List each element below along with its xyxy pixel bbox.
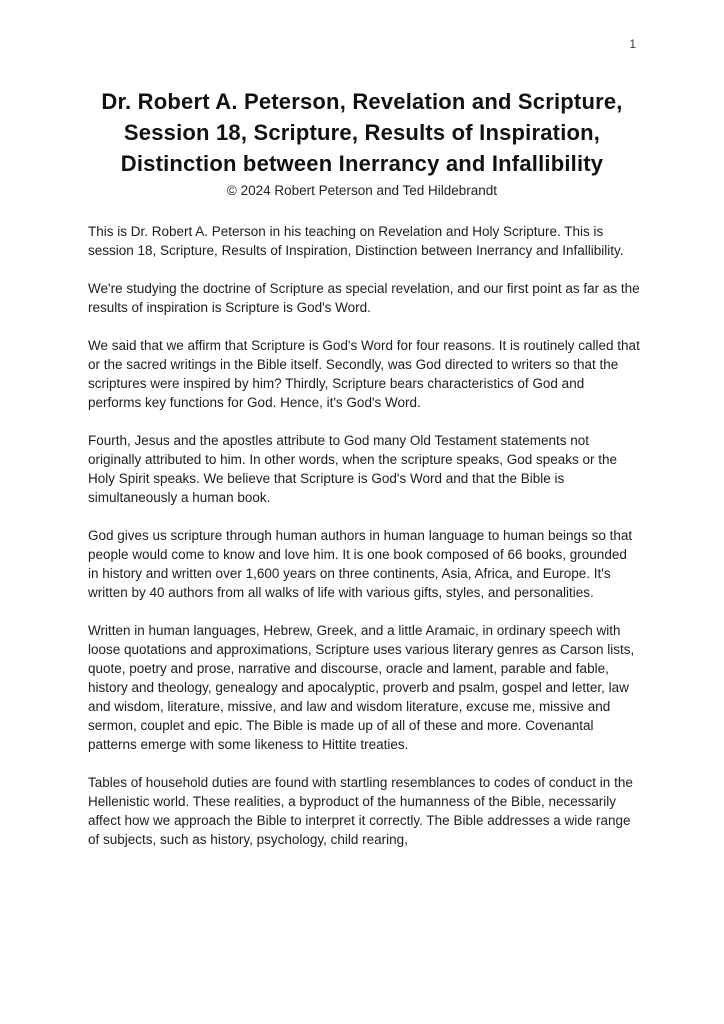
paragraph-2: We're studying the doctrine of Scripture as special revelation, and our first point as far as the results of inspiration is Scripture is God's Word.	[88, 281, 640, 315]
paragraph-6: Written in human languages, Hebrew, Greek, and a little Aramaic, in ordinary speech with loose quotations and approximations, Scripture uses various literary genres as Carson lists, quote, poetry and prose, narrative and discourse, oracle and lament, parable and fable, history and theology, genealogy and apocalyptic, proverb and psalm, gospel and letter, law and wisdom, literature, missive, and law and wisdom literature, excuse me, missive and sermon, couplet and epic. The Bible is made up of all of these and more. Covenantal patterns emerge with some likeness to Hittite treaties.	[88, 623, 635, 752]
document-title-line-1: Dr. Robert A. Peterson, Revelation and Scripture,	[101, 89, 623, 114]
paragraph-5: God gives us scripture through human authors in human language to human beings so that people would come to know and love him. It is one book composed of 66 books, grounded in history and written over 1,600 years on three continents, Asia, Africa, and Europe. It's written by 40 authors from all walks of life with various gifts, styles, and personalities.	[88, 528, 633, 600]
document-header	[0, 0, 724, 200]
document-title-line-2: Session 18, Scripture, Results of Inspiration,	[123, 120, 601, 145]
paragraph-1: This is Dr. Robert A. Peterson in his teaching on Revelation and Holy Scripture. This is session 18, Scripture, Results of Inspiration, Distinction between Inerrancy and Infallibility.	[88, 224, 624, 258]
document-body	[88, 222, 640, 849]
paragraph-4: Fourth, Jesus and the apostles attribute to God many Old Testament statements not originally attributed to him. In other words, when the scripture speaks, God speaks or the Holy Spirit speaks. We believe that Scripture is God's Word and that the Bible is simultaneously a human book.	[88, 433, 618, 505]
document-title	[0, 86, 724, 179]
page-number: 1	[629, 37, 636, 51]
paragraph-3: We said that we affirm that Scripture is God's Word for four reasons. It is routinely called that or the sacred writings in the Bible itself. Secondly, was God directed to writers so that the scriptures were inspired by him? Thirdly, Scripture bears characteristics of God and performs key functions for God. Hence, it's God's Word.	[88, 338, 640, 410]
document-title-line-3: Distinction between Inerrancy and Infallibility	[120, 151, 604, 176]
paragraph-7: Tables of household duties are found with startling resemblances to codes of conduct in the Hellenistic world. These realities, a byproduct of the humanness of the Bible, necessarily affect how we approach the Bible to interpret it correctly. The Bible addresses a wide range of subjects, such as history, psychology, child rearing,	[88, 775, 633, 847]
copyright-line: © 2024 Robert Peterson and Ted Hildebrandt	[226, 183, 498, 198]
